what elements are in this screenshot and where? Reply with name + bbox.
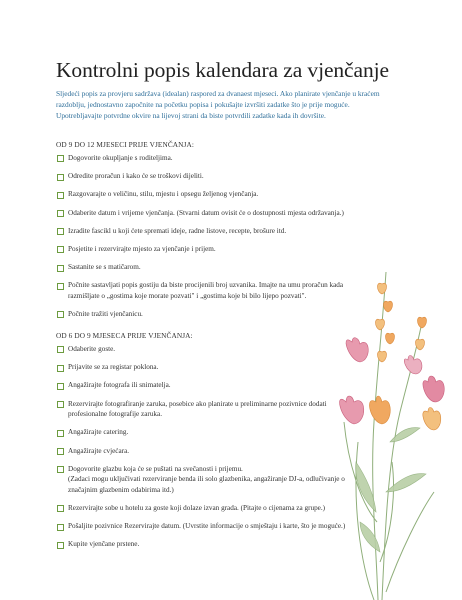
section-heading-9-12: OD 9 DO 12 MJESECI PRIJE VJENČANJA: — [56, 140, 194, 149]
checklist-item — [57, 280, 347, 301]
checklist-item-label: Angažirajte catering. — [68, 428, 129, 437]
checkbox-icon[interactable] — [57, 265, 64, 272]
checklist-item — [57, 262, 347, 273]
checkbox-icon[interactable] — [57, 346, 64, 353]
checklist-item-label: Sastanite se s matičarom. — [68, 263, 141, 272]
checklist-item-label: Rezervirajte sobe u hotelu za goste koji dolaze izvan grada. (Pitajte o cijenama za grupe.) — [68, 504, 326, 513]
checklist-item — [57, 362, 347, 373]
page-title: Kontrolni popis kalendara za vjenčanje — [56, 58, 389, 82]
checklist-item — [57, 309, 347, 320]
checklist-item-label: Odaberite goste. — [68, 345, 116, 353]
checklist-9-12 — [57, 153, 347, 327]
checklist-item — [57, 244, 347, 255]
checkbox-icon[interactable] — [57, 524, 64, 531]
checklist-item-label: Počnite sastavljati popis gostiju da biste procijenili broj uzvanika. Imajte na umu proračun kada razmišljate o „gostima koje morate pozvati" i „gostima koje bi bilo lijepo pozvati". — [68, 281, 344, 300]
checklist-item-label: Odaberite datum i vrijeme vjenčanja. (Stvarni datum ovisit će o dostupnosti mjesta održavanja.) — [68, 208, 344, 217]
checklist-item — [57, 208, 347, 219]
checklist-item-label: Pošaljite pozivnice Rezervirajte datum. (Uvrstite informacije o smještaju i karte, što je moguće.) — [68, 522, 346, 531]
checklist-item — [57, 446, 347, 457]
checkbox-icon[interactable] — [57, 192, 64, 199]
flower-illustration-icon — [330, 262, 462, 600]
checklist-item-label: Razgovarajte o veličinu, stilu, mjestu i opsegu željenog vjenčanja. — [68, 190, 259, 199]
checkbox-icon[interactable] — [57, 505, 64, 512]
checklist-item-label: Dogovorite glazbu koja će se puštati na svečanosti i prijemu. — [68, 464, 243, 473]
intro-paragraph: Sljedeći popis za provjeru sadržava (idealan) raspored za dvanaest mjeseci. Ako planirate vjenčanje u kraćem razdoblju, jednostavno započnite na početku popisa i pokušajte izvršiti zadatke što je prije moguće. Upotrebljavajte potvrdne okvire na lijevoj strani da biste potvrdili zadatke kada ih dovršite. — [56, 89, 380, 121]
checklist-item — [57, 427, 347, 438]
checklist-item-label: Izradite fascikl u koji ćete spremati ideje, radne listove, recepte, brošure itd. — [68, 226, 287, 235]
checklist-item-label: Dogovorite okupljanje s roditeljima. — [68, 154, 173, 162]
checkbox-icon[interactable] — [57, 174, 64, 181]
checkbox-icon[interactable] — [57, 383, 64, 390]
checklist-item — [57, 539, 347, 550]
checklist-item — [57, 503, 347, 514]
checklist-item-note: (Zadaci mogu uključivati rezerviranje benda ili solo glazbenika, angažiranje DJ-a, odlučivanje o značajnim glazbenim odabirima itd.) — [68, 475, 345, 494]
checkbox-icon[interactable] — [57, 228, 64, 235]
checkbox-icon[interactable] — [57, 466, 64, 473]
checkbox-icon[interactable] — [57, 246, 64, 253]
checklist-item — [57, 153, 347, 164]
checkbox-icon[interactable] — [57, 210, 64, 217]
checklist-item — [57, 344, 347, 355]
checklist-item-label: Počnite tražiti vjenčanicu. — [68, 310, 143, 319]
checklist-item-label: Posjetite i rezervirajte mjesto za vjenčanje i prijem. — [68, 244, 216, 253]
checklist-item — [57, 226, 347, 237]
checklist-item-label: Rezervirajte fotografiranje zaruka, posebice ako planirate u preliminarne pozivnice dodati profesionalne fotografije zaruka. — [68, 399, 327, 419]
checklist-item — [57, 171, 347, 182]
checklist-item-label: Odredite proračun i kako će se troškovi dijeliti. — [68, 172, 204, 181]
checkbox-icon[interactable] — [57, 542, 64, 549]
checklist-item-label: Prijavite se za registar poklona. — [68, 363, 159, 372]
checkbox-icon[interactable] — [57, 401, 64, 408]
checklist-item — [57, 521, 347, 532]
checklist-6-9 — [57, 344, 347, 558]
checklist-item — [57, 380, 347, 391]
checklist-item — [57, 189, 347, 200]
checkbox-icon[interactable] — [57, 430, 64, 437]
checkbox-icon[interactable] — [57, 365, 64, 372]
checklist-item-label: Angažirajte cvjećara. — [68, 446, 130, 455]
section-heading-6-9: OD 6 DO 9 MJESECA PRIJE VJENČANJA: — [56, 331, 193, 340]
checkbox-icon[interactable] — [57, 283, 64, 290]
checklist-item — [57, 464, 347, 496]
checklist-item — [57, 399, 347, 420]
checklist-item-label: Kupite vjenčane prstene. — [68, 540, 140, 549]
checkbox-icon[interactable] — [57, 448, 64, 455]
checklist-item-label: Angažirajte fotografa ili snimatelja. — [68, 381, 171, 390]
checkbox-icon[interactable] — [57, 155, 64, 162]
checkbox-icon[interactable] — [57, 311, 64, 318]
